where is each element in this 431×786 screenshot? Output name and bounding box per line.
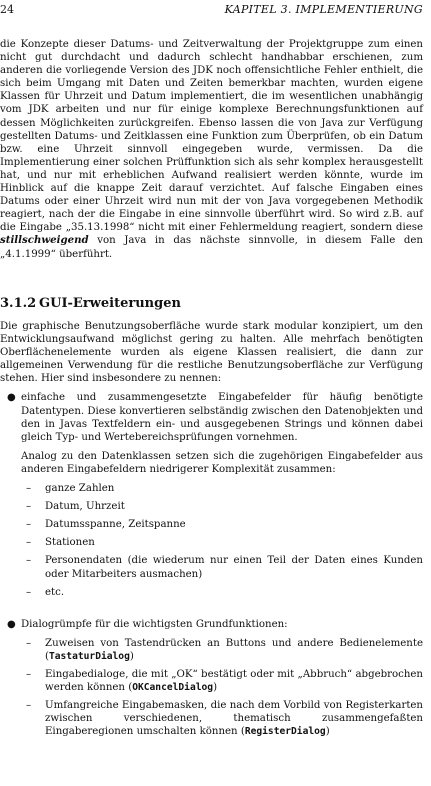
dash-icon: – xyxy=(26,586,32,598)
list-item xyxy=(21,586,423,599)
running-title: KAPITEL 3. IMPLEMENTIERUNG xyxy=(224,3,423,16)
list-item xyxy=(21,668,423,694)
bullet-text: Dialogrümpfe für die wichtigsten Grundfunktionen: xyxy=(21,618,288,630)
list-item-text: etc. xyxy=(45,586,65,598)
list-item xyxy=(21,536,423,549)
page-header xyxy=(0,3,423,19)
code-class-name: OKCancelDialog xyxy=(132,682,214,694)
dash-icon: – xyxy=(26,537,32,549)
list-item xyxy=(21,518,423,531)
list-item-text: Umfangreiche Eingabemasken, die nach dem Vorbild von Registerkarten zwischen verschiedenen, thematisch zusammengefaßten Eingaberegionen umschalten können (RegisterDialog) xyxy=(45,700,423,738)
section-title: GUI-Erweiterungen xyxy=(39,296,181,311)
sub-list-input-fields xyxy=(21,482,423,599)
dash-icon: – xyxy=(26,637,32,649)
bullet-icon: ● xyxy=(7,392,16,404)
bullet-text: einfache und zusammengesetzte Eingabefelder für häufig benötigte Datentypen. Diese konvertieren selbständig zwischen den Datenobjekten und den in Javas Textfeldern ein- und ausgegebenen Strings und können dabei gleich Typ- und Wertebereichsprüfungen vornehmen. xyxy=(21,392,423,443)
list-item-text: Personendaten (die wiederum nur einen Teil der Daten eines Kunden oder Mitarbeiters ausmachen) xyxy=(45,555,423,580)
bullet-icon: ● xyxy=(7,618,16,630)
list-item-text: Datumsspanne, Zeitspanne xyxy=(45,519,186,531)
list-item xyxy=(21,482,423,495)
dash-icon: – xyxy=(26,668,32,680)
list-item-text: Stationen xyxy=(45,537,95,549)
bullet-item-input-fields xyxy=(0,391,423,598)
intro-emphasis: stillschweigend xyxy=(0,234,89,247)
dash-icon: – xyxy=(26,555,32,567)
list-item-text: ganze Zahlen xyxy=(45,483,115,495)
intro-text-2: von Java in das nächste sinnvolle, in diesem Falle den „4.1.1999“ überführt. xyxy=(0,235,423,260)
code-class-name: RegisterDialog xyxy=(244,726,326,738)
list-item-text: Zuweisen von Tastendrücken an Buttons und andere Bedienelemente (TastaturDialog) xyxy=(45,637,423,662)
bullet-text-analog: Analog zu den Datenklassen setzen sich die zugehörigen Eingabefelder aus anderen Eingabefeldern niedrigerer Komplexität zusammen: xyxy=(21,450,423,475)
intro-text-1: die Konzepte dieser Datums- und Zeitverwaltung der Projektgruppe zum einen nicht gut durchdacht und dadurch schlecht handhabbar erschienen, zum anderen die vorliegende Version des JDK noch offensichtliche Fehler enthielt, die sich beim Umgang mit Daten und Zeiten bemerkbar machten, wurden eigene Klassen für Uhrzeit und Datum implementiert, die im wesentlichen unabhängig vom JDK arbeiten und nur für einige komplexe Berechnungsfunktionen auf dessen Möglichkeiten zurückgreifen. Ebenso lassen die von Java zur Verfügung gestellten Datums- und Zeitklassen eine Funktion zum Überprüfen, ob ein Datum bzw. eine Uhrzeit sinnvoll eingegeben wurde, vermissen. Da die Implementierung einer solchen Prüffunktion sich als sehr komplex herausgestellt hat, und nur mit erheblichen Aufwand realisiert werden könnte, wurde im Hinblick auf die knappe Zeit darauf verzichtet. Auf falsche Eingaben eines Datums oder einer Uhrzeit wird nun mit der von Java vorgegebenen Methodik reagiert, nach der die Eingabe in eine sinnvolle überführt wird. So wird z.B. auf die Eingabe „35.13.1998“ nicht mit einer Fehlermeldung reagiert, sondern diese xyxy=(0,39,423,234)
dash-icon: – xyxy=(26,519,32,531)
dash-icon: – xyxy=(26,501,32,513)
page-number: 24 xyxy=(0,3,14,16)
bullet-item-dialogs xyxy=(0,618,423,739)
intro-block xyxy=(0,38,423,261)
list-item xyxy=(21,699,423,738)
list-item-text: Eingabedialoge, die mit „OK“ bestätigt oder mit „Abbruch“ abgebrochen werden können (OKCancelDialog) xyxy=(45,668,423,694)
list-item-text: Datum, Uhrzeit xyxy=(45,501,125,513)
sub-list-dialogs xyxy=(21,637,423,739)
list-item xyxy=(21,500,423,513)
section-heading xyxy=(0,296,181,311)
section-body xyxy=(0,320,423,743)
list-item xyxy=(21,554,423,580)
section-paragraph: Die graphische Benutzungsoberfläche wurde stark modular konzipiert, um den Entwicklungsaufwand möglichst gering zu halten. Alle mehrfach benötigten Oberflächenelemente wurden als eigene Klassen realisiert, die dann zur allgemeinen Verwendung für die restliche Benutzungsoberfläche zur Verfügung stehen. Hier sind insbesondere zu nennen: xyxy=(0,321,423,385)
code-class-name: TastaturDialog xyxy=(48,650,130,662)
dash-icon: – xyxy=(26,483,32,495)
section-number: 3.1.2 xyxy=(0,296,37,311)
dash-icon: – xyxy=(26,700,32,712)
intro-paragraph xyxy=(0,38,423,261)
bullet-list xyxy=(0,391,423,738)
list-item xyxy=(21,637,423,663)
